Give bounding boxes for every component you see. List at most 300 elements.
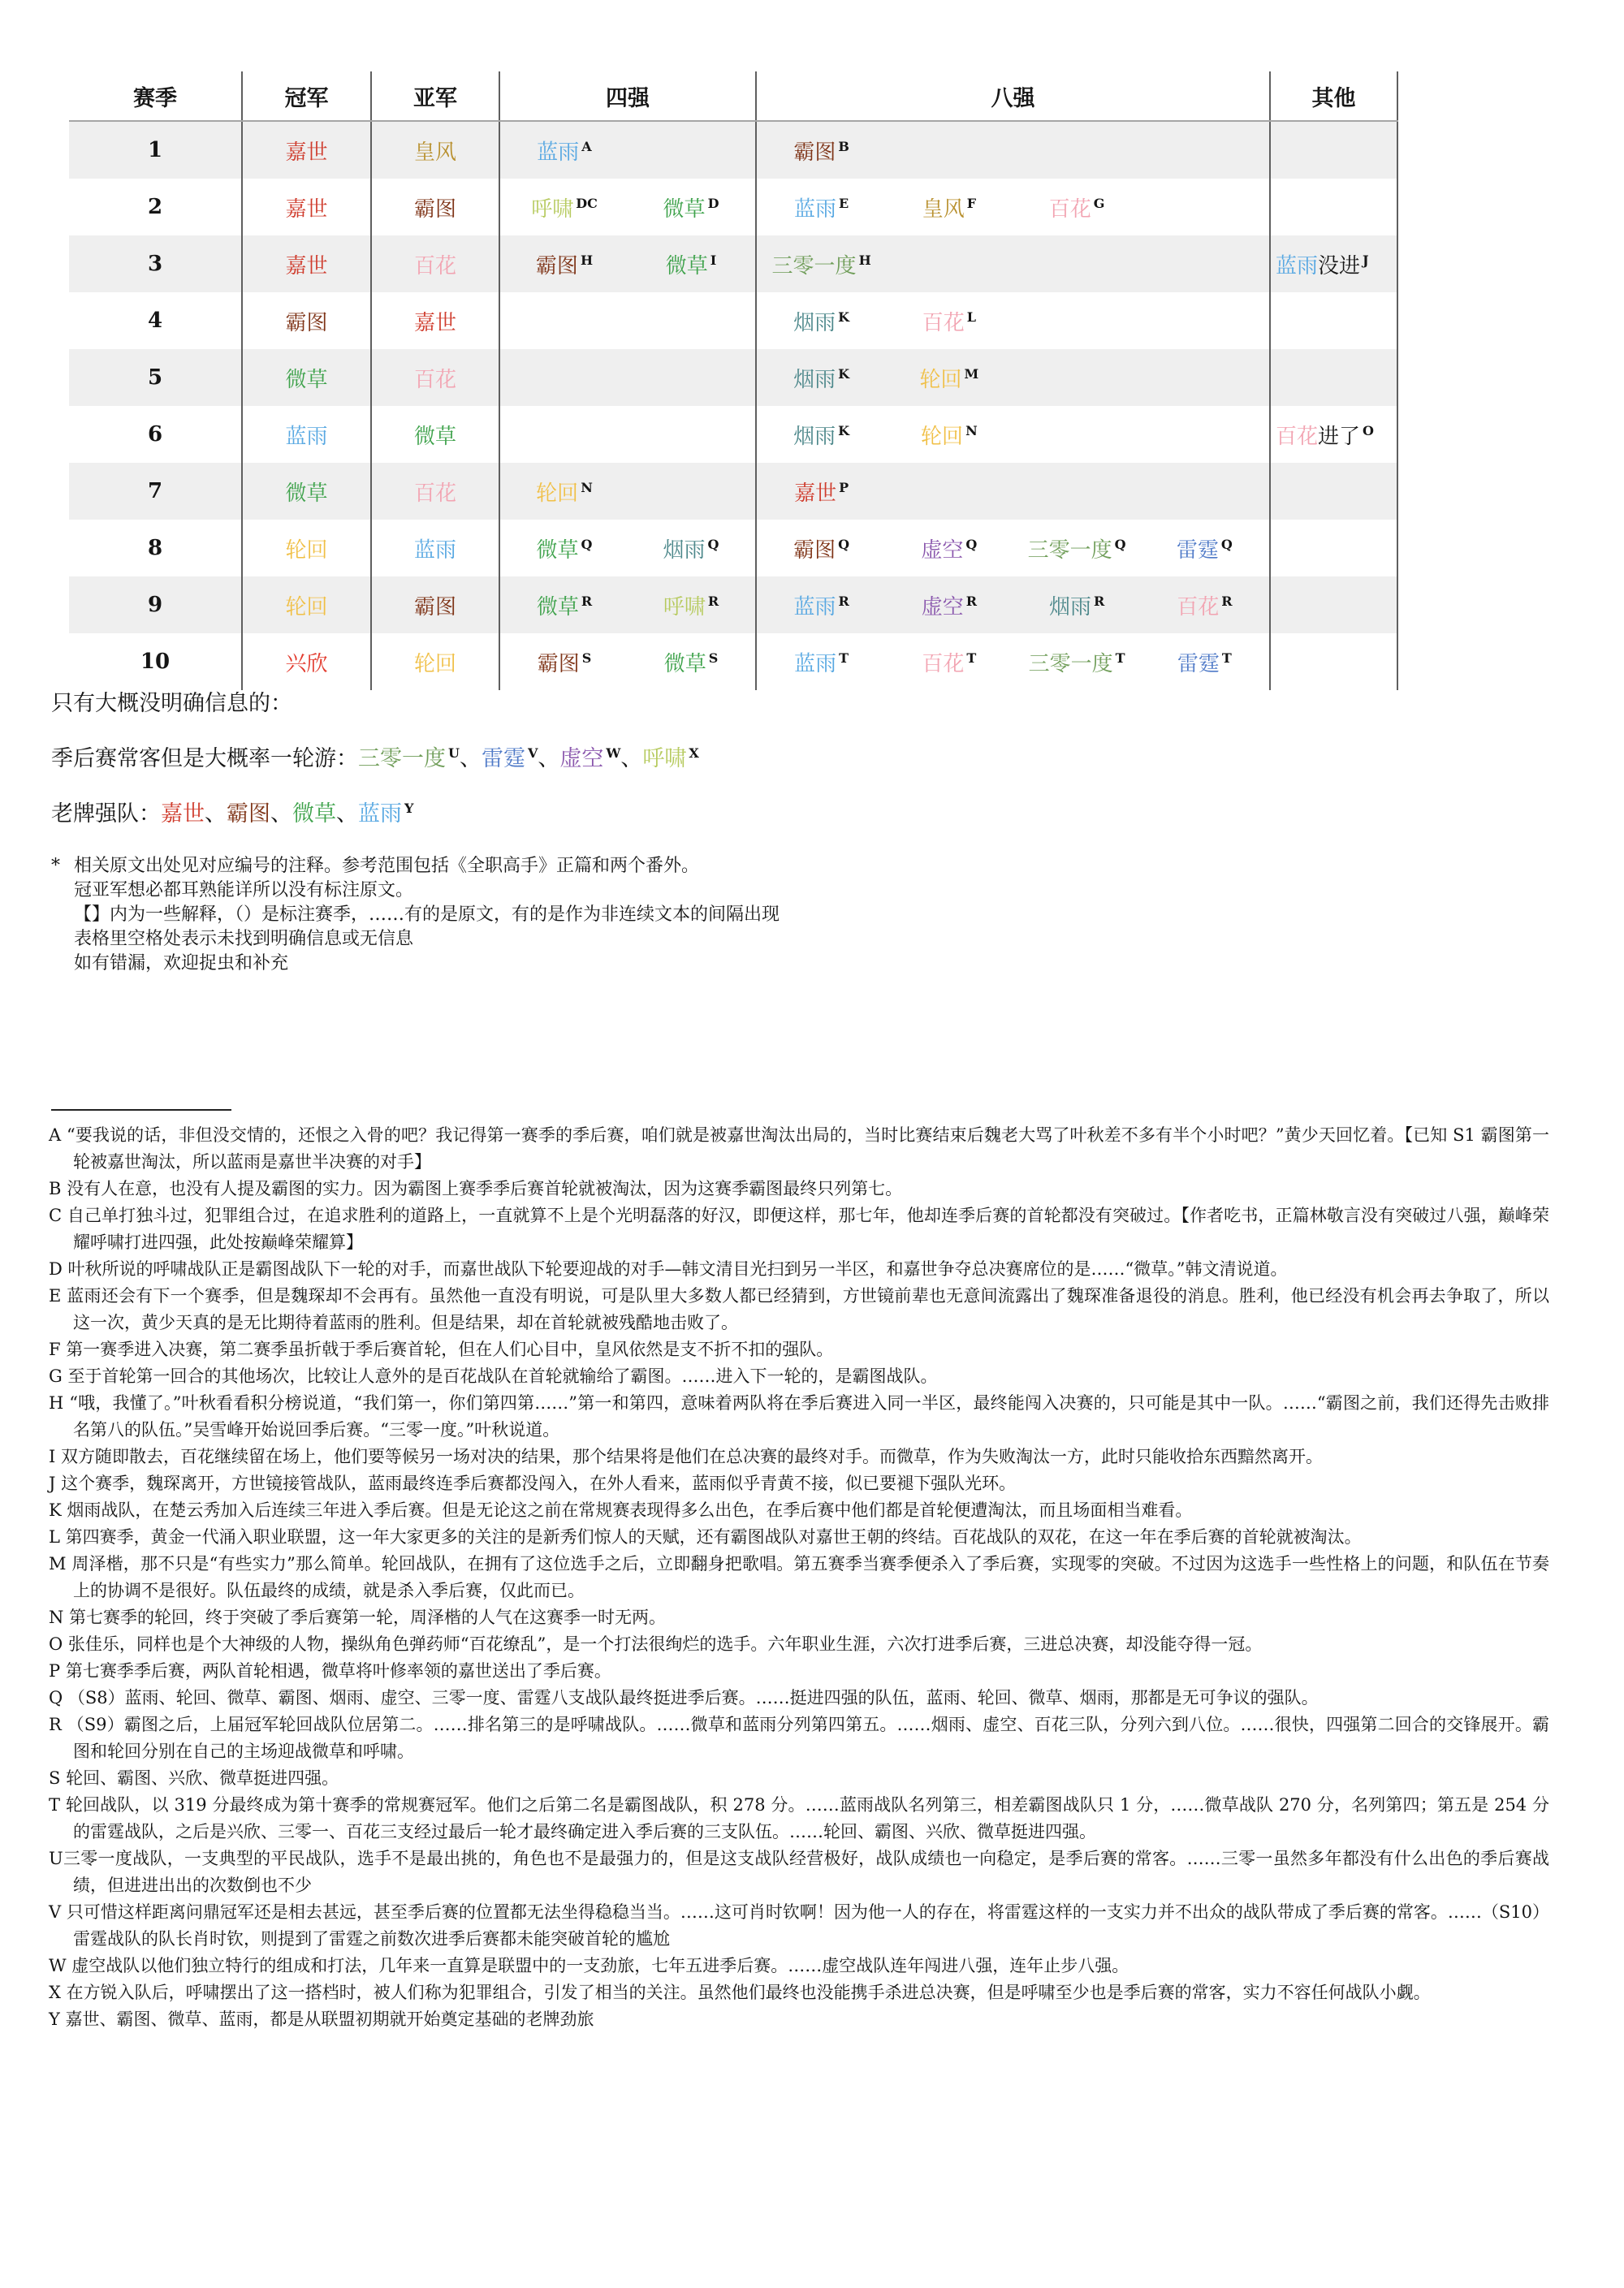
footnote-item: O 张佳乐，同样也是个大神级的人物，操纵角色弹药师“百花缭乱”，是一个打法很绚烂的选手。六年职业生涯，六次打进季后赛，三进总决赛，却没能夺得一冠。 <box>49 1634 1263 1654</box>
team-slot <box>1141 363 1268 393</box>
footnote-ref: I <box>710 252 717 268</box>
team-slot <box>758 420 885 450</box>
team-slot <box>501 136 628 166</box>
other-cell <box>1270 520 1397 576</box>
team-name: 微草 $^S$ <box>663 650 719 676</box>
team-slot <box>628 136 754 166</box>
team-name: 微草 $^D$ <box>663 195 719 222</box>
team-name: 霸图 $^H$ <box>535 252 594 278</box>
team-name: 微草 <box>285 367 328 392</box>
list-separator: 、 <box>459 746 482 771</box>
footnote-id: I <box>49 1447 56 1466</box>
footnote-ref: B <box>838 138 849 154</box>
footnote-item: B 没有人在意，也没有人提及霸图的实力。因为霸图上赛季季后赛首轮就被淘汰，因为这赛季霸图最终只列第七。 <box>49 1179 903 1198</box>
champion-cell <box>242 179 371 235</box>
note-veteran-teams <box>51 802 1553 827</box>
team-name: 没进 $^J$ <box>1318 252 1369 278</box>
team-name: 嘉世 <box>285 140 328 165</box>
season-cell: 5 <box>147 365 163 390</box>
footnote-ref: N <box>965 422 978 438</box>
footnote-item: D 叶秋所说的呼啸战队正是霸图战队下一轮的对手，而嘉世战队下轮要迎战的对手—韩文清目光扫到另一半区，和嘉世争夺总决赛席位的是……“微草。”韩文清说道。 <box>49 1259 1288 1279</box>
team-name: 嘉世 <box>285 253 328 278</box>
team-slot <box>628 192 754 222</box>
team-slot <box>758 647 885 677</box>
team-slots <box>758 590 1268 620</box>
team-name: 嘉世 <box>161 801 205 827</box>
footnote-ref: K <box>838 422 850 438</box>
team-slot <box>1013 306 1141 336</box>
footnote-id: O <box>49 1634 63 1654</box>
footnote-item: Y 嘉世、霸图、微草、蓝雨，都是从联盟初期就开始奠定基础的老牌劲旅 <box>49 2010 594 2029</box>
footnote-id: V <box>49 1902 62 1922</box>
footnote-id: K <box>49 1500 62 1520</box>
team-slot <box>758 477 885 507</box>
runnerup-cell <box>371 463 499 520</box>
table-row <box>69 292 1397 349</box>
footnote-ref: K <box>838 365 850 382</box>
team-name: 百花 <box>413 253 456 278</box>
team-slot <box>758 136 885 166</box>
champion-cell <box>242 292 371 349</box>
table-body <box>69 121 1397 690</box>
footnote-ref: U <box>448 745 460 761</box>
team-slot <box>1013 249 1141 279</box>
footnote-id: G <box>49 1366 63 1386</box>
top8-cell <box>756 406 1270 463</box>
footnote-id: M <box>49 1554 67 1574</box>
footnote-id: Y <box>49 2010 60 2029</box>
runnerup-cell <box>371 520 499 576</box>
team-slot <box>501 249 628 279</box>
team-name: 轮回 $^N$ <box>921 422 978 449</box>
season-results-section <box>69 71 1397 690</box>
footnote-id: C <box>49 1206 63 1225</box>
footnotes-list <box>49 1122 1549 2033</box>
team-slot <box>885 363 1013 393</box>
top8-cell <box>756 179 1270 235</box>
team-slots <box>501 192 754 222</box>
team-slot <box>758 249 885 279</box>
team-name: 雷霆 $^V$ <box>481 745 538 771</box>
footnote-ref: R <box>838 593 849 609</box>
footnote-item: J 这个赛季，魏琛离开，方世镜接管战队，蓝雨最终连季后赛都没闯入，在外人看来，蓝雨似乎青黄不接，似已要褪下强队光环。 <box>49 1474 1017 1493</box>
champion-cell <box>242 463 371 520</box>
team-slot <box>1013 647 1141 677</box>
team-name: 蓝雨 $^R$ <box>793 593 849 619</box>
footnote-id: F <box>49 1340 61 1359</box>
footnote-ref: O <box>1363 422 1374 438</box>
team-name: 霸图 <box>413 196 456 222</box>
col-header-other: 其他 <box>1270 71 1397 121</box>
team-slot <box>1013 136 1141 166</box>
season-cell: 3 <box>147 252 163 276</box>
footnote-item: Q （S8）蓝雨、轮回、微草、霸图、烟雨、虚空、三零一度、雷霆八支战队最终挺进季后赛。……挺进四强的队伍，蓝雨、轮回、微草、烟雨，那都是无可争议的强队。 <box>49 1688 1319 1707</box>
list-separator: 、 <box>620 746 643 771</box>
season-cell: 7 <box>147 479 163 503</box>
footnote-id: N <box>49 1608 64 1627</box>
asterisk-marker: * <box>51 856 60 876</box>
top8-cell <box>756 463 1270 520</box>
table-row <box>69 179 1397 235</box>
footnote-item: C 自己单打独斗过，犯罪组合过，在追求胜利的道路上，一直就算不上是个光明磊落的好汉，即便这样，那七年，他却连季后赛的首轮都没有突破过。【作者吃书，正篇林敬言没有突破过八强，巅峰荣耀呼啸打进四强，此处按巅峰荣耀算】 <box>49 1206 1549 1252</box>
team-name: 三零一度 $^T$ <box>1028 650 1125 676</box>
note-regulars-teams <box>358 746 699 771</box>
team-name: 蓝雨 <box>413 537 456 563</box>
team-name: 三零一度 $^U$ <box>358 745 460 771</box>
team-name: 轮回 <box>413 651 456 676</box>
footnote-ref: Y <box>404 801 414 816</box>
footnote-ref: T <box>839 650 849 666</box>
note-playoff-regulars <box>51 747 1553 771</box>
star-note-line: 表格里空格处表示未找到明确信息或无信息 <box>74 929 414 949</box>
footnote-ref: DC <box>576 195 598 211</box>
team-name: 呼啸 $^X$ <box>642 745 699 771</box>
footnote-ref: F <box>966 195 977 211</box>
top4-cell <box>499 576 756 633</box>
footnote-item: S 轮回、霸图、兴欣、微草挺进四强。 <box>49 1768 339 1788</box>
team-slot <box>758 363 885 393</box>
runnerup-cell <box>371 179 499 235</box>
other-cell <box>1270 633 1397 690</box>
footnote-item: M 周泽楷，那不只是“有些实力”那么简单。轮回战队，在拥有了这位选手之后，立即翻身把歌唱。第五赛季当赛季便杀入了季后赛，实现零的突破。不过因为这选手一些性格上的问题，和队伍在节奏上的协调不是很好。队伍最终的成绩，就是杀入季后赛，仅此而已。 <box>49 1554 1549 1600</box>
top4-cell <box>499 463 756 520</box>
team-slot <box>885 647 1013 677</box>
footnote-ref: T <box>1115 650 1125 666</box>
team-slot <box>501 590 628 620</box>
team-name: 皇风 $^F$ <box>922 195 977 222</box>
runnerup-cell <box>371 292 499 349</box>
top8-cell <box>756 520 1270 576</box>
footnote-item: U三零一度战队，一支典型的平民战队，选手不是最出挑的，角色也不是最强力的，但是这支战队经营极好，战队成绩也一向稳定，是季后赛的常客。……三零一虽然多年都没有什么出色的季后赛战绩，但进进出出的次数倒也不少 <box>49 1849 1549 1895</box>
footnote-ref: T <box>1221 650 1232 666</box>
team-name: 霸图 $^S$ <box>537 650 592 676</box>
other-cell <box>1270 349 1397 406</box>
top8-cell <box>756 235 1270 292</box>
footnote-ref: R <box>1221 593 1233 609</box>
team-name: 百花 $^G$ <box>1048 195 1105 222</box>
top8-cell <box>756 633 1270 690</box>
footnote-ref: R <box>707 593 719 609</box>
team-name: 百花 <box>1276 424 1319 449</box>
season-cell: 6 <box>147 422 163 447</box>
team-name: 雷霆 $^Q$ <box>1176 536 1233 563</box>
team-slot <box>885 306 1013 336</box>
team-name: 百花 <box>413 367 456 392</box>
footnote-id: L <box>49 1527 60 1547</box>
team-name: 呼啸 $^R$ <box>663 593 719 619</box>
note-veterans-teams <box>161 801 413 827</box>
champion-cell <box>242 520 371 576</box>
footnote-item: E 蓝雨还会有下一个赛季，但是魏琛却不会再有。虽然他一直没有明说，可是队里大多数人都已经猜到，方世镜前辈也无意间流露出了魏琛准备退役的消息。胜利，他已经没有机会再去争取了，所以这一次，黄少天真的是无比期待着蓝雨的胜利。但是结果，却在首轮就被残酷地击败了。 <box>49 1286 1549 1332</box>
team-name: 虚空 $^W$ <box>559 745 621 771</box>
team-slot <box>1013 420 1141 450</box>
footnote-ref: K <box>838 309 850 325</box>
top4-cell <box>499 349 756 406</box>
team-slot <box>628 477 754 507</box>
team-name: 虚空 $^Q$ <box>921 536 978 563</box>
runnerup-cell <box>371 576 499 633</box>
team-slot <box>1141 192 1268 222</box>
footnote-item: W 虚空战队以他们独立特行的组成和打法，几年来一直算是联盟中的一支劲旅，七年五进季后赛。……虚空战队连年闯进八强，连年止步八强。 <box>49 1956 1129 1975</box>
team-name: 烟雨 $^Q$ <box>663 536 719 563</box>
team-name: 虚空 $^R$ <box>921 593 978 619</box>
top4-cell <box>499 520 756 576</box>
season-cell: 9 <box>147 593 163 617</box>
team-name: 霸图 $^Q$ <box>793 536 850 563</box>
col-header-season: 赛季 <box>69 71 242 121</box>
footnote-ref: P <box>839 479 849 495</box>
footnote-ref: Q <box>965 536 978 552</box>
team-slot <box>1141 477 1268 507</box>
team-slot <box>885 192 1013 222</box>
team-slot <box>758 306 885 336</box>
other-cell <box>1270 576 1397 633</box>
team-name: 微草 <box>292 801 336 827</box>
footnote-ref: R <box>1093 593 1105 609</box>
footnote-item: A “要我说的话，非但没交情的，还恨之入骨的吧？我记得第一赛季的季后赛，咱们就是被嘉世淘汰出局的，当时比赛结束后魏老大骂了叶秋差不多有半个小时吧？”黄少天回忆着。【已知 S1 霸图第一轮被嘉世淘汰，所以蓝雨是嘉世半决赛的对手】 <box>49 1125 1549 1172</box>
footnote-ref: Q <box>838 536 850 552</box>
footnote-item: V 只可惜这样距离问鼎冠军还是相去甚远，甚至季后赛的位置都无法坐得稳稳当当。……这可肖时钦啊！因为他一人的存在，将雷霆这样的一支实力并不出众的战队带成了季后赛的常客。……（S10）雷霆战队的队长肖时钦，则提到了雷霆之前数次进季后赛都未能突破首轮的尴尬 <box>49 1902 1549 1949</box>
runnerup-cell <box>371 349 499 406</box>
team-slot <box>1141 420 1268 450</box>
table-row <box>69 520 1397 576</box>
footnote-item: K 烟雨战队，在楚云秀加入后连续三年进入季后赛。但是无论这之前在常规赛表现得多么出色，在季后赛中他们都是首轮便遭淘汰，而且场面相当难看。 <box>49 1500 1193 1520</box>
season-cell: 2 <box>147 195 163 219</box>
champion-cell <box>242 121 371 179</box>
top4-cell <box>499 406 756 463</box>
footnote-id: W <box>49 1956 67 1975</box>
team-slots <box>758 420 1268 450</box>
team-name: 微草 $^Q$ <box>536 536 593 563</box>
footnote-ref: N <box>581 479 593 495</box>
team-name: 呼啸 $^{DC}$ <box>531 195 598 222</box>
team-name: 霸图 <box>413 594 456 619</box>
team-name: 轮回 $^M$ <box>919 365 979 392</box>
season-cell: 1 <box>147 138 163 162</box>
team-slot <box>885 477 1013 507</box>
star-note-line: 【】内为一些解释，（）是标注赛季，……有的是原文，有的是作为非连续文本的间隔出现 <box>74 904 780 925</box>
champion-cell <box>242 349 371 406</box>
footnote-ref: Q <box>1220 536 1233 552</box>
footnote-ref: Q <box>1114 536 1126 552</box>
team-slot <box>1013 477 1141 507</box>
footnote-ref: H <box>858 252 871 268</box>
header-row <box>69 71 1397 121</box>
footnote-id: J <box>49 1474 56 1493</box>
team-name: 百花 $^L$ <box>922 309 976 335</box>
note-regulars-prefix: 季后赛常客但是大概率一轮游： <box>51 746 358 771</box>
team-slot <box>628 647 754 677</box>
footnote-ref: A <box>581 138 592 154</box>
other-cell <box>1270 406 1397 463</box>
team-slot <box>1141 136 1268 166</box>
team-name: 兴欣 <box>285 651 328 676</box>
footnote-ref: D <box>707 195 719 211</box>
team-slots <box>758 249 1268 279</box>
team-slots <box>758 647 1268 677</box>
footnote-item: N 第七赛季的轮回，终于突破了季后赛第一轮，周泽楷的人气在这赛季一时无两。 <box>49 1608 667 1627</box>
footnote-id: D <box>49 1259 63 1279</box>
team-slot <box>628 249 754 279</box>
footnote-id: X <box>49 1983 61 2002</box>
table-row <box>69 576 1397 633</box>
team-name: 皇风 <box>413 140 456 165</box>
top4-cell <box>499 633 756 690</box>
team-slot <box>1013 192 1141 222</box>
footnote-ref: E <box>839 195 849 211</box>
footnote-item: T 轮回战队，以 319 分最终成为第十赛季的常规赛冠军。他们之后第二名是霸图战队，积 278 分。……蓝雨战队名列第三，相差霸图战队只 1 分，……微草战队 270 分，名列第四；第五是 254 分的雷霆战队，之后是兴欣、三零一、百花三支经过最后一轮才最终确定进入季后赛的三支队伍。……轮回、霸图、兴欣、微草挺进四强。 <box>49 1795 1549 1841</box>
champion-cell <box>242 633 371 690</box>
team-name: 三零一度 $^Q$ <box>1027 536 1126 563</box>
col-header-top8: 八强 <box>756 71 1270 121</box>
team-slot <box>885 136 1013 166</box>
team-slot <box>885 590 1013 620</box>
top4-cell <box>499 179 756 235</box>
team-slot <box>1141 306 1268 336</box>
team-slot <box>885 420 1013 450</box>
note-veterans-prefix: 老牌强队： <box>51 801 161 827</box>
footnote-ref: R <box>581 593 593 609</box>
team-slot <box>885 249 1013 279</box>
team-name: 蓝雨 $^T$ <box>794 650 849 676</box>
champion-cell <box>242 406 371 463</box>
team-name: 进了 $^O$ <box>1318 422 1374 449</box>
team-slot <box>758 590 885 620</box>
team-name: 微草 <box>285 481 328 506</box>
team-name: 微草 $^I$ <box>665 252 717 278</box>
footnote-id: T <box>49 1795 61 1815</box>
results-table <box>69 71 1398 690</box>
season-cell: 8 <box>147 536 163 560</box>
footnote-ref: M <box>964 365 979 382</box>
team-slots <box>758 192 1268 222</box>
footnote-id: A <box>49 1125 62 1145</box>
team-slot <box>1141 533 1268 563</box>
col-header-top4: 四强 <box>499 71 756 121</box>
team-name: 蓝雨 $^E$ <box>794 195 849 222</box>
footnote-ref: H <box>580 252 594 268</box>
star-note <box>51 854 1553 976</box>
footnote-ref: R <box>965 593 978 609</box>
champion-cell <box>242 235 371 292</box>
table-row <box>69 463 1397 520</box>
summary-notes <box>51 692 1553 857</box>
team-name: 烟雨 $^K$ <box>793 365 850 392</box>
team-name: 百花 <box>413 481 456 506</box>
footnote-ref: Q <box>707 536 719 552</box>
table-row <box>69 406 1397 463</box>
star-note-line: 如有错漏，欢迎捉虫和补充 <box>74 953 289 973</box>
footnote-separator <box>51 1109 231 1111</box>
footnote-id: Q <box>49 1688 63 1707</box>
team-slot <box>1013 363 1141 393</box>
footnote-item: L 第四赛季，黄金一代涌入职业联盟，这一年大家更多的关注的是新秀们惊人的天赋，还有霸图战队对嘉世王朝的终结。百花战队的双花，在这一年在季后赛的首轮就被淘汰。 <box>49 1527 1362 1547</box>
team-name: 烟雨 $^R$ <box>1048 593 1105 619</box>
team-slots <box>758 363 1268 393</box>
team-name: 百花 $^R$ <box>1177 593 1233 619</box>
footnote-item: G 至于首轮第一回合的其他场次，比较让人意外的是百花战队在首轮就输给了霸图。……进入下一轮的，是霸图战队。 <box>49 1366 938 1386</box>
team-slot <box>758 192 885 222</box>
footnote-ref: S <box>581 650 592 666</box>
other-cell <box>1270 292 1397 349</box>
footnote-item: R （S9）霸图之后，上届冠军轮回战队位居第二。……排名第三的是呼啸战队。……微草和蓝雨分列第四第五。……烟雨、虚空、百花三队，分列六到八位。……很快，四强第二回合的交锋展开。霸图和轮回分别在自己的主场迎战微草和呼啸。 <box>49 1715 1549 1761</box>
list-separator: 、 <box>538 746 560 771</box>
other-cell <box>1270 121 1397 179</box>
team-name: 微草 $^R$ <box>536 593 593 619</box>
runnerup-cell <box>371 235 499 292</box>
team-name: 三零一度 $^H$ <box>771 252 871 278</box>
footnote-ref: X <box>689 745 699 761</box>
team-name: 嘉世 $^P$ <box>794 479 849 506</box>
team-slot <box>1013 533 1141 563</box>
top8-cell <box>756 349 1270 406</box>
footnote-ref: L <box>966 309 976 325</box>
team-slot <box>1141 249 1268 279</box>
footnote-ref: W <box>606 745 621 761</box>
team-name: 霸图 <box>227 801 270 827</box>
team-slot <box>758 533 885 563</box>
footnote-ref: V <box>527 745 538 761</box>
team-name: 嘉世 <box>285 196 328 222</box>
team-slots <box>501 477 754 507</box>
team-name: 蓝雨 $^Y$ <box>358 801 414 827</box>
star-note-line: 冠亚军想必都耳熟能详所以没有标注原文。 <box>74 880 414 900</box>
top4-cell <box>499 121 756 179</box>
col-header-champion: 冠军 <box>242 71 371 121</box>
champion-cell <box>242 576 371 633</box>
footnote-id: B <box>49 1179 62 1198</box>
team-name: 微草 <box>413 424 456 449</box>
other-cell <box>1270 235 1397 292</box>
list-separator: 、 <box>336 801 358 827</box>
table-row <box>69 235 1397 292</box>
team-name: 雷霆 $^T$ <box>1177 650 1232 676</box>
footnote-id: P <box>49 1661 61 1681</box>
table-row <box>69 121 1397 179</box>
star-note-line <box>51 854 1553 879</box>
team-slot <box>628 590 754 620</box>
table-row <box>69 349 1397 406</box>
team-slot <box>1013 590 1141 620</box>
team-slot <box>501 477 628 507</box>
team-slot <box>885 533 1013 563</box>
footnote-item: P 第七赛季季后赛，两队首轮相遇，微草将叶修率领的嘉世送出了季后赛。 <box>49 1661 611 1681</box>
other-cell <box>1270 179 1397 235</box>
other-cell <box>1270 463 1397 520</box>
team-name: 轮回 <box>285 594 328 619</box>
team-slot <box>1141 647 1268 677</box>
top4-cell <box>499 235 756 292</box>
runnerup-cell <box>371 633 499 690</box>
team-slot <box>501 647 628 677</box>
footnote-id: E <box>49 1286 62 1306</box>
footnote-item: H “哦，我懂了。”叶秋看看积分榜说道，“我们第一，你们第四第……”第一和第四，意味着两队将在季后赛进入同一半区，最终能闯入决赛的，只可能是其中一队。……“霸图之前，我们还得先击败排名第八的队伍。”吴雪峰开始说回季后赛。“三零一度。”叶秋说道。 <box>49 1393 1549 1440</box>
footnote-id: S <box>49 1768 61 1788</box>
list-separator: 、 <box>270 801 292 827</box>
team-name: 蓝雨 $^A$ <box>537 138 592 165</box>
team-slots <box>501 590 754 620</box>
team-slots <box>758 477 1268 507</box>
team-slot <box>501 192 628 222</box>
footnote-id: H <box>49 1393 64 1413</box>
footnote-item: F 第一赛季进入决赛，第二赛季虽折戟于季后赛首轮，但在人们心目中，皇风依然是支不折不扣的强队。 <box>49 1340 834 1359</box>
team-name: 轮回 <box>285 537 328 563</box>
footnote-item: I 双方随即散去，百花继续留在场上，他们要等候另一场对决的结果，那个结果将是他们在总决赛的最终对手。而微草，作为失败淘汰一方，此时只能收拾东西黯然离开。 <box>49 1447 1323 1466</box>
runnerup-cell <box>371 121 499 179</box>
team-name: 百花 $^T$ <box>922 650 977 676</box>
footnote-item: X 在方锐入队后，呼啸摆出了这一搭档时，被人们称为犯罪组合，引发了相当的关注。虽然他们最终也没能携手杀进总决赛，但是呼啸至少也是季后赛的常客，实力不容任何战队小觑。 <box>49 1983 1431 2002</box>
footnote-ref: Q <box>581 536 593 552</box>
